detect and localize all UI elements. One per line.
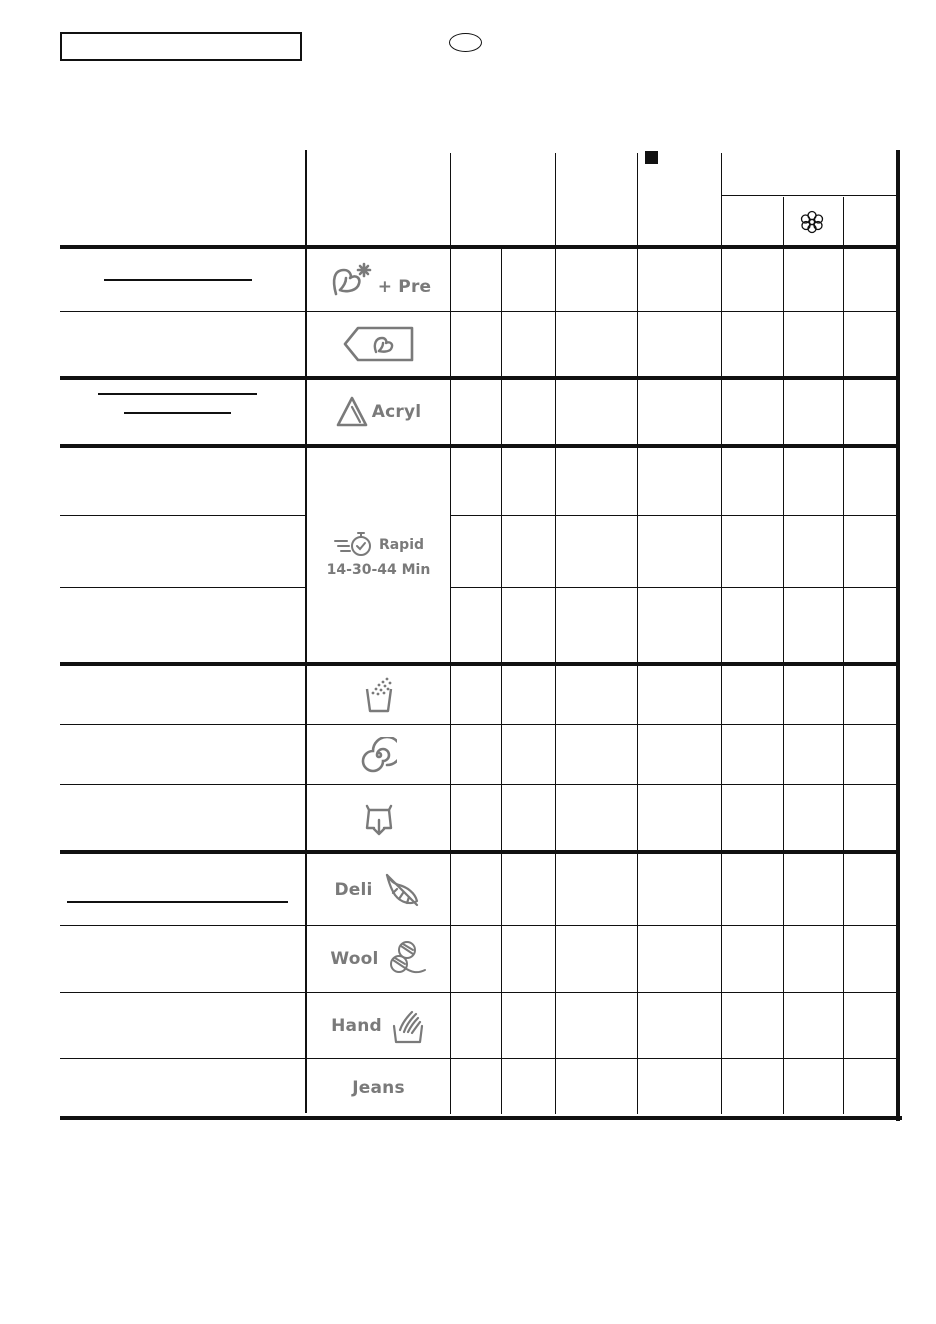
table-divider — [450, 153, 451, 245]
table-rule — [60, 784, 897, 785]
cotton-tag-icon — [342, 324, 416, 364]
table-divider — [722, 195, 896, 196]
programme-synthetic — [307, 380, 450, 444]
hand-wash-icon — [390, 1006, 426, 1046]
table-divider — [555, 153, 556, 1114]
table-rule-thick — [60, 850, 899, 854]
programme-spin — [307, 725, 450, 784]
stopwatch-icon — [333, 531, 375, 559]
programme-label: Rapid — [378, 537, 425, 553]
synthetic-triangle-icon — [336, 395, 368, 429]
cotton-prewash-icon — [326, 260, 376, 300]
feather-icon — [381, 869, 423, 911]
programme-cotton-prewash — [307, 249, 450, 311]
table-divider — [721, 153, 722, 1114]
programme-label: Acryl — [371, 402, 422, 422]
flower-icon — [799, 209, 825, 235]
programme-label: Deli — [334, 879, 373, 900]
table-rule — [60, 1058, 897, 1059]
fabric-underline — [98, 393, 257, 395]
programme-delicate — [307, 854, 450, 925]
programme-jeans — [307, 1059, 450, 1116]
table-rule — [450, 515, 897, 516]
programme-label: Wool — [330, 949, 379, 969]
table-divider — [637, 153, 638, 1114]
programme-rapid — [307, 448, 450, 662]
wool-ball-icon — [385, 938, 427, 980]
table-rule — [60, 515, 305, 516]
table-rule — [60, 925, 897, 926]
table-rule-thick — [60, 1116, 902, 1120]
square-icon — [645, 151, 658, 164]
spin-icon — [361, 737, 397, 773]
table-divider — [783, 197, 784, 1114]
table-rule — [60, 992, 897, 993]
table-border-right — [896, 150, 900, 1121]
drain-icon — [362, 798, 396, 838]
fabric-underline — [67, 901, 288, 903]
table-rule-thick — [60, 376, 899, 380]
table-rule — [60, 587, 305, 588]
table-divider — [843, 197, 844, 1114]
table-rule-thick — [60, 662, 899, 666]
programme-label: Jeans — [352, 1077, 405, 1098]
programme-hand-wash — [307, 993, 450, 1058]
fabric-underline — [124, 412, 231, 414]
table-rule-thick — [60, 245, 899, 249]
table-rule — [450, 587, 897, 588]
programme-rinse — [307, 666, 450, 724]
table-rule-thick — [60, 444, 899, 448]
programme-drain — [307, 785, 450, 850]
programme-cotton — [307, 312, 450, 376]
programme-label-duration: 14-30-44 Min — [326, 561, 431, 578]
table-rule — [60, 311, 897, 312]
programme-label: + Pre — [377, 277, 432, 297]
fabric-underline — [104, 279, 252, 281]
programme-label: Hand — [331, 1015, 382, 1036]
rinse-icon — [359, 675, 399, 715]
table-rule — [60, 724, 897, 725]
programme-wool — [307, 926, 450, 992]
